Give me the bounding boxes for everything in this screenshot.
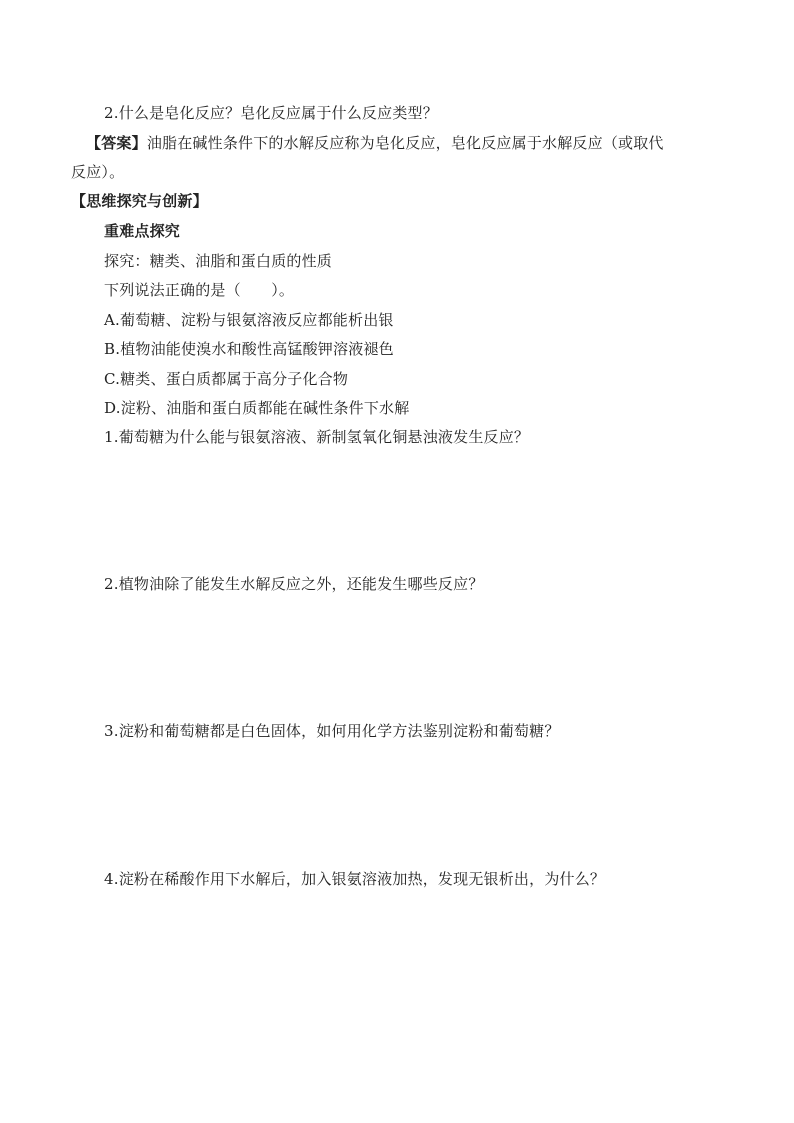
explore-topic: 探究：糖类、油脂和蛋白质的性质 [104,252,333,270]
option-c: C.糖类、蛋白质都属于高分子化合物 [104,370,349,388]
review-question-2: 2.什么是皂化反应？皂化反应属于什么反应类型？ [104,104,438,122]
subsection-header: 重难点探究 [104,222,181,240]
answer-line-2: 反应）。 [71,163,125,181]
explore-question-1: 1.葡萄糖为什么能与银氨溶液、新制氢氧化铜悬浊液发生反应？ [104,428,530,446]
answer-tag: 【答案】 [86,134,147,152]
question-stem: 下列说法正确的是（ ）。 [104,281,295,299]
answer-line-1 [86,133,664,153]
explore-question-4: 4.淀粉在稀酸作用下水解后，加入银氨溶液加热，发现无银析出，为什么？ [104,870,606,888]
section-header: 【思维探究与创新】 [71,192,208,210]
explore-question-3: 3.淀粉和葡萄糖都是白色固体，如何用化学方法鉴别淀粉和葡萄糖？ [104,722,560,740]
answer-text: 油脂在碱性条件下的水解反应称为皂化反应，皂化反应属于水解反应（或取代 [146,134,664,152]
option-a: A.葡萄糖、淀粉与银氨溶液反应都能析出银 [104,311,394,329]
explore-question-2: 2.植物油除了能发生水解反应之外，还能发生哪些反应？ [104,575,484,593]
option-d: D.淀粉、油脂和蛋白质都能在碱性条件下水解 [104,399,410,417]
option-b: B.植物油能使溴水和酸性高锰酸钾溶液褪色 [104,340,394,358]
